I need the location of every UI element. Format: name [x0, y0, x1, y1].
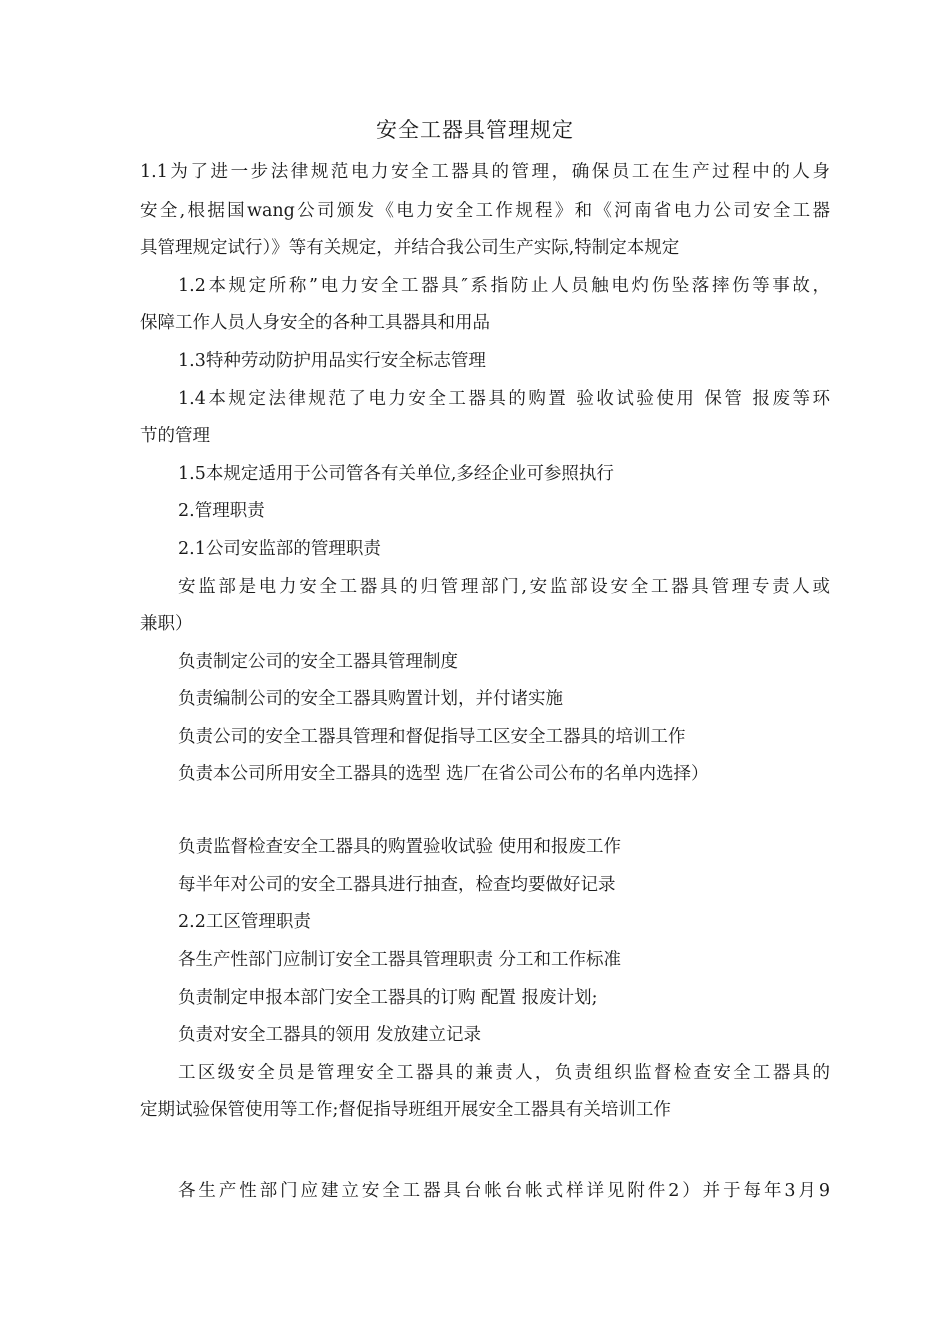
paragraph-line: 安全,根据国wang公司颁发《电力安全工作规程》和《河南省电力公司安全工器: [140, 201, 830, 221]
paragraph-line: 负责对安全工器具的领用 发放建立记录: [178, 1025, 482, 1045]
paragraph-line: 兼职）: [140, 614, 193, 634]
paragraph-line: 负责监督检查安全工器具的购置验收试验 使用和报废工作: [178, 837, 622, 857]
paragraph-line: 保障工作人员人身安全的各种工具器具和用品: [140, 313, 490, 333]
document-title: 安全工器具管理规定: [376, 118, 574, 142]
paragraph-line: 节的管理: [140, 426, 210, 446]
paragraph-line: 1.1为了进一步法律规范电力安全工器具的管理，确保员工在生产过程中的人身: [140, 162, 830, 182]
paragraph-line: 1.5本规定适用于公司管各有关单位,多经企业可参照执行: [178, 464, 614, 484]
paragraph-line: 各生产性部门应制订安全工器具管理职责 分工和工作标准: [178, 950, 622, 970]
paragraph-line: 工区级安全员是管理安全工器具的兼责人，负责组织监督检查安全工器具的: [178, 1063, 830, 1083]
section-heading: 2.管理职责: [178, 501, 265, 521]
subsection-heading: 2.1公司安监部的管理职责: [178, 539, 381, 559]
paragraph-line: 安监部是电力安全工器具的归管理部门,安监部设安全工器具管理专责人或: [178, 577, 830, 597]
paragraph-line: 负责制定申报本部门安全工器具的订购 配置 报废计划;: [178, 988, 598, 1008]
paragraph-line: 1.2本规定所称”电力安全工器具″系指防止人员触电灼伤坠落摔伤等事故，: [178, 276, 830, 296]
subsection-heading: 2.2工区管理职责: [178, 912, 311, 932]
paragraph-line: 1.4本规定法律规范了电力安全工器具的购置 验收试验使用 保管 报废等环: [178, 389, 830, 409]
paragraph-line: 具管理规定试行）》等有关规定，并结合我公司生产实际,特制定本规定: [140, 238, 680, 258]
paragraph-line: 负责编制公司的安全工器具购置计划，并付诸实施: [178, 689, 563, 709]
paragraph-line: 负责本公司所用安全工器具的选型 选厂在省公司公布的名单内选择）: [178, 764, 709, 784]
paragraph-line: 每半年对公司的安全工器具进行抽查，检查均要做好记录: [178, 875, 616, 895]
paragraph-line: 负责制定公司的安全工器具管理制度: [178, 652, 458, 672]
paragraph-line: 定期试验保管使用等工作;督促指导班组开展安全工器具有关培训工作: [140, 1100, 671, 1120]
paragraph-line: 1.3特种劳动防护用品实行安全标志管理: [178, 351, 486, 371]
paragraph-line: 各生产性部门应建立安全工器具台帐台帐式样详见附件2）并于每年3月9: [178, 1181, 830, 1201]
paragraph-line: 负责公司的安全工器具管理和督促指导工区安全工器具的培训工作: [178, 727, 686, 747]
